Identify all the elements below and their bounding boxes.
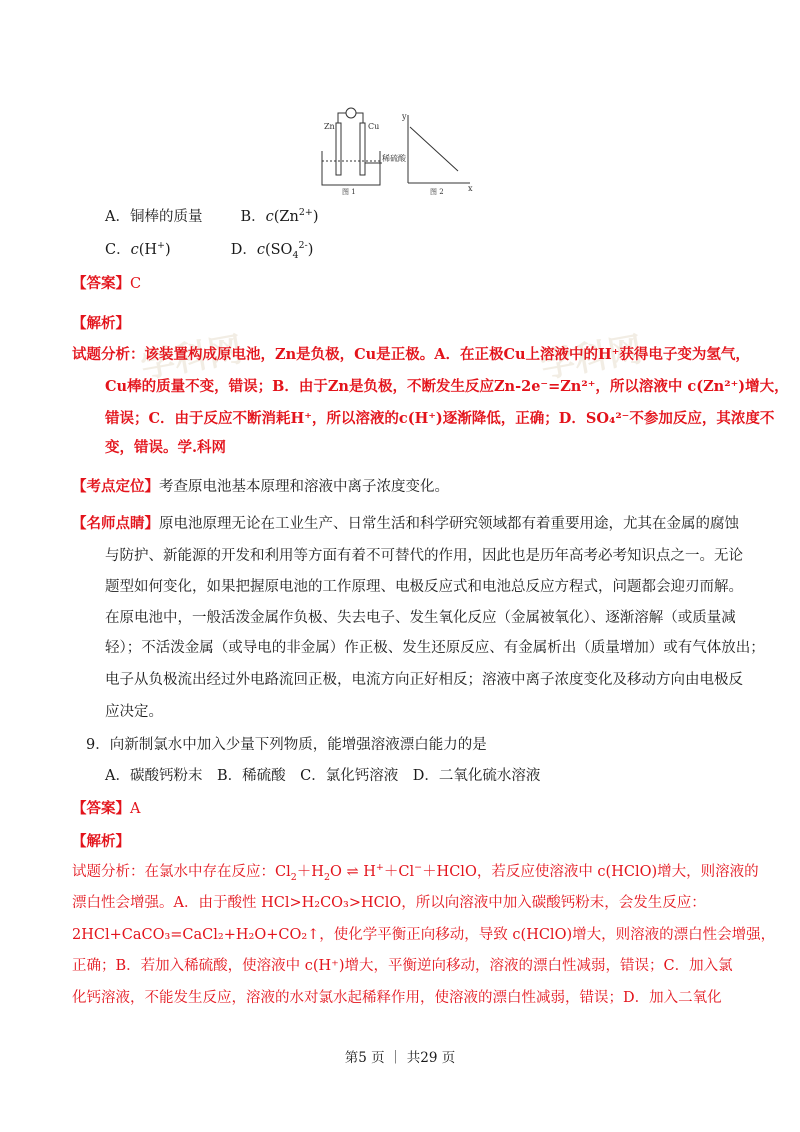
q8-analysis-line3: 错误；C．由于反应不断消耗H⁺，所以溶液的c(H⁺)逐渐降低，正确；D．SO₄²⁻不参加反应，其浓度不	[105, 410, 775, 427]
galvanic-cell-diagram	[318, 103, 478, 195]
q8-analysis-tag: 【解析】	[72, 315, 130, 332]
label-x: x	[468, 184, 473, 193]
q8-option-a: A．铜棒的质量	[105, 209, 203, 225]
q8-option-c: C．c(H+)	[105, 240, 171, 258]
q8-teacher-line2: 与防护、新能源的开发和利用等方面有着不可替代的作用，因此也是历年高考必考知识点之一。无论	[105, 548, 743, 564]
page-footer: 第5 页 ｜ 共29 页	[344, 1050, 456, 1066]
q9-analysis-line5: 化钙溶液，不能发生反应，溶液的水对氯水起稀释作用，使溶液的漂白性减弱，错误；D．加入二氧化	[72, 990, 722, 1006]
q9-analysis-line2: 漂白性会增强。A．由于酸性 HCl>H₂CO₃>HClO，所以向溶液中加入碳酸钙粉末，会发生反应：	[72, 895, 706, 911]
q8-point: 【考点定位】考查原电池基本原理和溶液中离子浓度变化。	[72, 478, 449, 495]
q9-answer: 【答案】A	[72, 800, 141, 817]
label-fig2: 图 2	[430, 188, 444, 195]
watermark-left: 学科网	[137, 329, 246, 387]
q8-teacher-line1: 【名师点睛】原电池原理无论在工业生产、日常生活和科学研究领域都有着重要用途，尤其在金属的腐蚀	[72, 515, 739, 532]
circuit-figure	[318, 103, 478, 195]
q8-teacher-line6: 电子从负极流出经过外电路流回正极，电流方向正好相反；溶液中离子浓度变化及移动方向由电极反	[105, 672, 743, 688]
q9-stem: 9．向新制氯水中加入少量下列物质，能增强溶液漂白能力的是	[86, 737, 487, 753]
watermark-right: 学科网	[537, 329, 646, 387]
label-cu: Cu	[368, 122, 380, 131]
q8-option-b: B．$c(Zn^{2+})$	[240, 207, 319, 225]
q8-option-d: D．$c(SO_4^{2-})$	[230, 240, 314, 261]
q8-answer: 【答案】C	[72, 275, 142, 292]
q8-teacher-line7: 应决定。	[105, 704, 163, 720]
q9-options: A．碳酸钙粉末 B．稀硫酸 C．氯化钙溶液 D．二氧化硫水溶液	[105, 768, 541, 784]
q9-analysis-line3: 2HCl+CaCO₃=CaCl₂+H₂O+CO₂↑，使化学平衡正向移动，导致 c(HClO)增大，则溶液的漂白性会增强，	[72, 927, 776, 943]
label-y: y	[402, 112, 407, 121]
q9-analysis-line4: 正确；B．若加入稀硫酸，使溶液中 c(H⁺)增大，平衡逆向移动，溶液的漂白性减弱，错误；C．加入氯	[72, 958, 733, 974]
q9-analysis-tag: 【解析】	[72, 833, 130, 850]
q8-teacher-line3: 题型如何变化，如果把握原电池的工作原理、电极反应式和电池总反应方程式，问题都会迎刃而解。	[105, 579, 743, 595]
q8-options-row2	[105, 240, 313, 260]
q9-analysis-line1: 试题分析：在氯水中存在反应：$Cl_2+H_2O$ ⇌ H+＋Cl−＋HClO，若反应使溶液中 c(HClO)增大，则溶液的	[72, 862, 759, 883]
label-fig1: 图 1	[342, 188, 356, 195]
q8-options-row1	[105, 207, 319, 227]
q8-teacher-line5: 轻）；不活泼金属（或导电的非金属）作正极、发生还原反应、有金属析出（质量增加）或有气体放出；	[105, 640, 765, 656]
label-zn: Zn	[324, 122, 335, 131]
q8-analysis-line1: 试题分析：该装置构成原电池，Zn是负极，Cu是正极。A．在正极Cu上溶液中的H⁺获得电子变为氢气，	[72, 346, 750, 363]
q8-analysis-line2: Cu棒的质量不变，错误；B．由于Zn是负极，不断发生反应Zn-2e⁻=Zn²⁺，所以溶液中 c(Zn²⁺)增大，	[105, 378, 789, 395]
q8-analysis-line4: 变，错误。学.科网	[105, 439, 227, 456]
q8-teacher-line4: 在原电池中，一般活泼金属作负极、失去电子、发生氧化反应（金属被氧化）、逐渐溶解（或质量减	[105, 610, 736, 626]
label-acid: 稀硫酸	[382, 154, 406, 163]
